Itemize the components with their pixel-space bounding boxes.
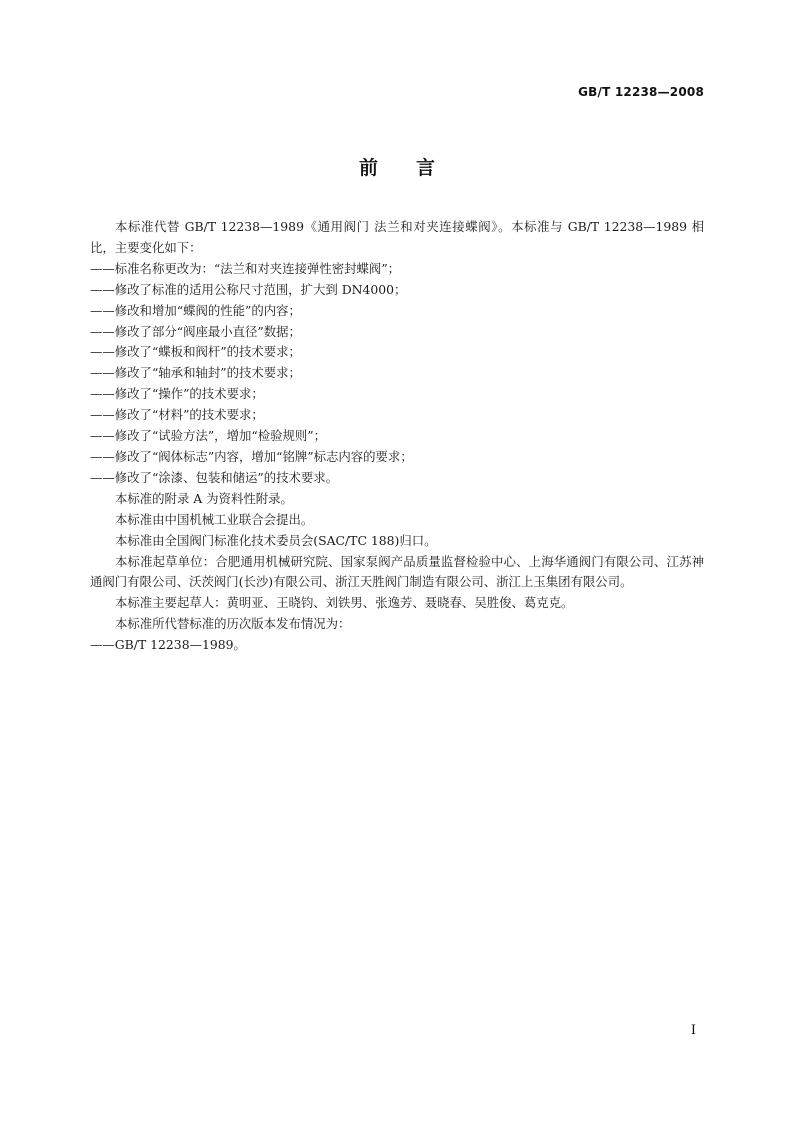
page-number: I — [690, 1023, 696, 1038]
proposed-by-note: 本标准由中国机械工业联合会提出。 — [115, 511, 314, 527]
centralized-by-note: 本标准由全国阀门标准化技术委员会(SAC/TC 188)归口。 — [115, 532, 437, 548]
list-item: ——修改了标准的适用公称尺寸范围，扩大到 DN4000； — [90, 281, 407, 297]
appendix-note: 本标准的附录 A 为资料性附录。 — [115, 490, 293, 506]
list-item: ——修改了“材料”的技术要求； — [90, 407, 264, 423]
list-item: ——修改了“操作”的技术要求； — [90, 386, 264, 402]
drafters-note: 本标准主要起草人：黄明亚、王晓钧、刘铁男、张逸芳、聂晓春、吴胜俊、葛克克。 — [115, 595, 574, 611]
list-item: ——修改和增加“蝶阀的性能”的内容； — [90, 302, 301, 318]
intro-paragraph: 本标准代替 GB/T 12238—1989《通用阀门 法兰和对夹连接蝶阀》。本标准与 GB/T 12238—1989 相比，主要变化如下： — [90, 219, 704, 255]
list-item: ——修改了“轴承和轴封”的技术要求； — [90, 365, 301, 381]
list-item: ——标准名称更改为：“法兰和对夹连接弹性密封蝶阀”； — [90, 260, 401, 276]
list-item: ——修改了部分“阀座最小直径”数据； — [90, 323, 301, 339]
changes-list — [90, 259, 704, 489]
standard-code-header: GB/T 12238—2008 — [578, 85, 704, 99]
list-item: ——修改了“蝶板和阀杆”的技术要求； — [90, 344, 301, 360]
history-item: ——GB/T 12238—1989。 — [90, 637, 246, 653]
list-item: ——修改了“试验方法”，增加“检验规则”； — [90, 428, 326, 444]
list-item: ——修改了“涂漆、包装和储运”的技术要求。 — [90, 469, 339, 485]
foreword-body — [90, 217, 704, 656]
list-item: ——修改了“阀体标志”内容，增加“铭牌”标志内容的要求； — [90, 448, 413, 464]
page-title: 前言 — [358, 157, 473, 179]
drafting-units-note: 本标准起草单位：合肥通用机械研究院、国家泵阀产品质量监督检验中心、上海华通阀门有限公司、江苏神通阀门有限公司、沃茨阀门(长沙)有限公司、浙江天胜阀门制造有限公司、浙江上玉集团有限公司。 — [90, 553, 704, 590]
history-intro-note: 本标准所代替标准的历次版本发布情况为： — [115, 616, 351, 632]
